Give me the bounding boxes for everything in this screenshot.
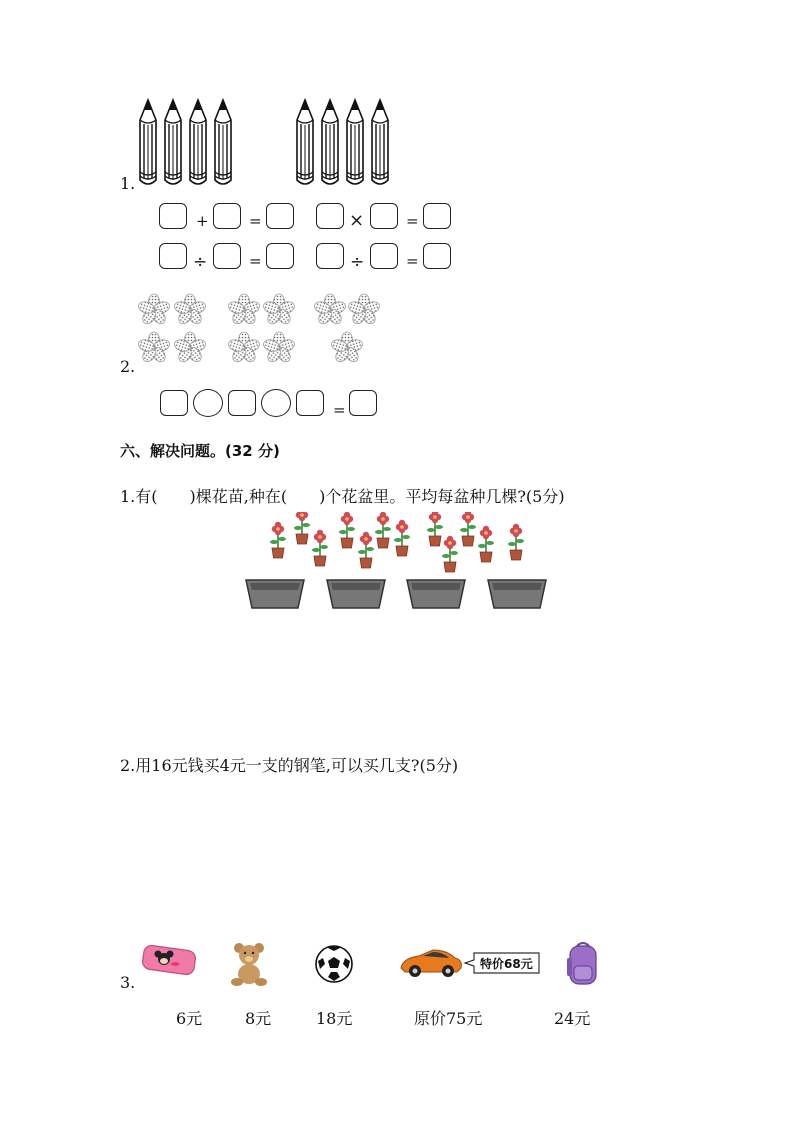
pencil-case-icon bbox=[140, 942, 198, 978]
section-heading: 六、解决问题。(32 分) bbox=[120, 442, 280, 460]
q1-box-7[interactable] bbox=[159, 243, 187, 269]
q1-box-11[interactable] bbox=[370, 243, 398, 269]
q2-circle-1[interactable] bbox=[193, 389, 223, 417]
flower-pots-illustration bbox=[244, 512, 554, 616]
flower-cluster bbox=[132, 288, 392, 370]
times-sign: × bbox=[349, 210, 365, 231]
equals-sign: = bbox=[406, 212, 419, 230]
q2-box-4[interactable] bbox=[349, 390, 377, 416]
q1-box-1[interactable] bbox=[159, 203, 187, 229]
q2-box-1[interactable] bbox=[160, 390, 188, 416]
q1-box-5[interactable] bbox=[370, 203, 398, 229]
q1-box-2[interactable] bbox=[213, 203, 241, 229]
q1-box-9[interactable] bbox=[266, 243, 294, 269]
plus-sign: + bbox=[196, 212, 209, 230]
equals-sign: = bbox=[333, 401, 346, 419]
pencil-group-left bbox=[138, 98, 248, 190]
price-label: 6元 bbox=[176, 1009, 203, 1028]
q1-box-6[interactable] bbox=[423, 203, 451, 229]
problem-3-number: 3. bbox=[120, 973, 136, 992]
q1-number: 1. bbox=[120, 174, 136, 193]
backpack-icon bbox=[562, 940, 604, 988]
equals-sign: = bbox=[406, 252, 419, 270]
q1-box-4[interactable] bbox=[316, 203, 344, 229]
q1-box-3[interactable] bbox=[266, 203, 294, 229]
q2-box-3[interactable] bbox=[296, 390, 324, 416]
q1-box-8[interactable] bbox=[213, 243, 241, 269]
q2-number: 2. bbox=[120, 357, 136, 376]
q1-box-12[interactable] bbox=[423, 243, 451, 269]
price-tag-label: 特价68元 bbox=[480, 957, 533, 971]
q2-box-2[interactable] bbox=[228, 390, 256, 416]
equals-sign: = bbox=[249, 252, 262, 270]
price-label: 原价75元 bbox=[414, 1009, 483, 1028]
pencil-group-right bbox=[295, 98, 405, 190]
problem-1-text: 1.有( )棵花苗,种在( )个花盆里。平均每盆种几棵?(5分) bbox=[120, 487, 565, 506]
toy-car-icon bbox=[397, 944, 465, 980]
price-label: 8元 bbox=[245, 1009, 272, 1028]
soccer-ball-icon bbox=[314, 944, 354, 984]
q2-circle-2[interactable] bbox=[261, 389, 291, 417]
price-label: 18元 bbox=[316, 1009, 353, 1028]
q1-box-10[interactable] bbox=[316, 243, 344, 269]
teddy-bear-icon bbox=[228, 940, 270, 988]
divide-sign: ÷ bbox=[193, 252, 208, 272]
equals-sign: = bbox=[249, 212, 262, 230]
price-label: 24元 bbox=[554, 1009, 591, 1028]
problem-2-text: 2.用16元钱买4元一支的钢笔,可以买几支?(5分) bbox=[120, 756, 459, 775]
divide-sign: ÷ bbox=[350, 252, 365, 272]
